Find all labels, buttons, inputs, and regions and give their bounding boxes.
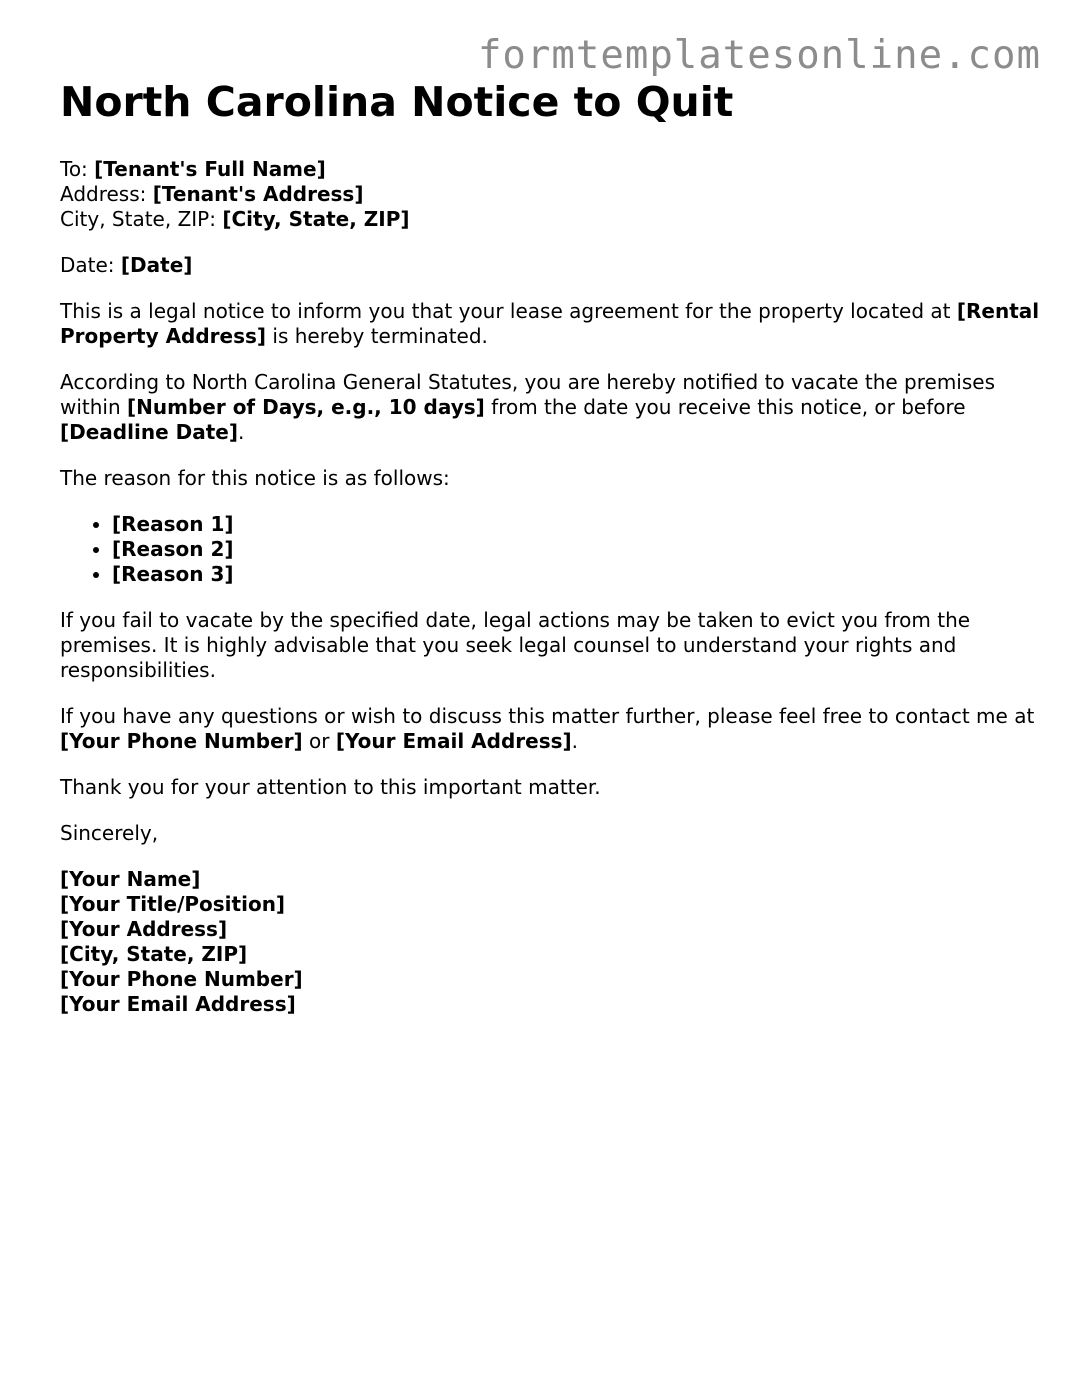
closing-line: Sincerely, [60,821,159,845]
vacate-text-1: According to North Carolina General Statutes, you are hereby notified to vacate the premises within [60,370,996,419]
vacate-text-3: . [237,420,245,444]
to-label: To: [60,157,95,181]
contact-text-3: . [571,729,579,753]
watermark: formtemplatesonline.com [477,33,1041,78]
property-address-field: [Rental Property Address] [60,299,1040,348]
city-label: City, State, ZIP: [60,207,223,231]
document-title: North Carolina Notice to Quit [60,78,734,126]
reason-item: • [Reason 3] [112,562,1040,587]
date-field: [Date] [120,253,193,277]
recipient-block [60,157,1040,232]
vacate-paragraph [60,370,1040,445]
signature-block [60,867,1040,1017]
termination-paragraph [60,299,1040,349]
reason-item: • [Reason 1] [112,512,1040,537]
termination-text-2: is hereby terminated. [266,324,488,348]
signature-city: [City, State, ZIP] [60,942,248,966]
eviction-warning-paragraph: If you fail to vacate by the specified date, legal actions may be taken to evict you from the premises. It is highly advisable that you seek legal counsel to understand your rights and responsibilities. [60,608,971,682]
tenant-city-field: [City, State, ZIP] [222,207,410,231]
contact-text-2: or [302,729,336,753]
date-label: Date: [60,253,121,277]
deadline-field: [Deadline Date] [60,420,238,444]
document-body [60,78,1040,1038]
signature-phone: [Your Phone Number] [60,967,303,991]
tenant-name-field: [Tenant's Full Name] [94,157,326,181]
reason-item: • [Reason 2] [112,537,1040,562]
thanks-line: Thank you for your attention to this important matter. [60,775,601,799]
email-field: [Your Email Address] [335,729,572,753]
contact-text-1: If you have any questions or wish to discuss this matter further, please feel free to contact me at [60,704,1035,728]
tenant-address-field: [Tenant's Address] [152,182,364,206]
date-line [60,253,1040,278]
phone-field: [Your Phone Number] [60,729,303,753]
signature-title: [Your Title/Position] [60,892,286,916]
reason-list [60,512,1040,587]
days-field: [Number of Days, e.g., 10 days] [127,395,485,419]
contact-paragraph [60,704,1040,754]
signature-address: [Your Address] [60,917,228,941]
reason-intro: The reason for this notice is as follows: [60,466,450,490]
signature-name: [Your Name] [60,867,201,891]
address-label: Address: [60,182,153,206]
termination-text-1: This is a legal notice to inform you that your lease agreement for the property located at [60,299,957,323]
vacate-text-2: from the date you receive this notice, or before [484,395,966,419]
signature-email: [Your Email Address] [60,992,296,1016]
